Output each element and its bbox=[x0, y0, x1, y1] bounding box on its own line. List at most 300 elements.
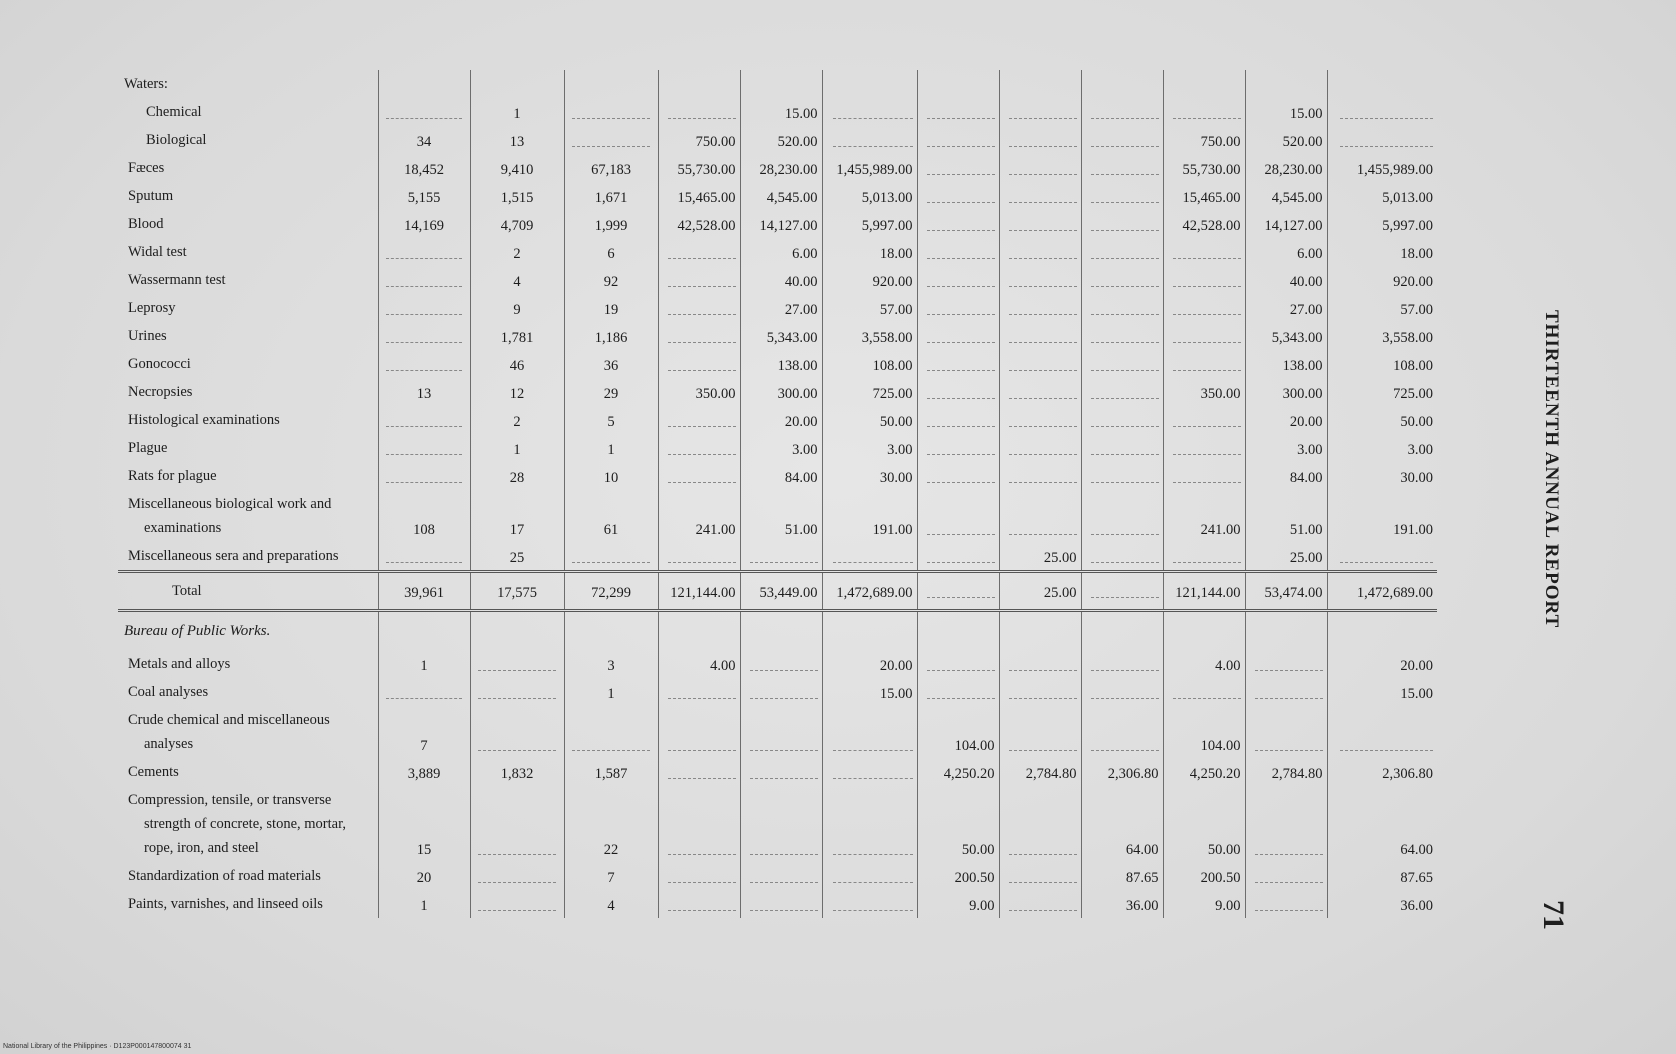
leader-dashes bbox=[833, 554, 912, 563]
table-cell: 725.00 bbox=[1327, 378, 1437, 406]
table-cell: 1,671 bbox=[564, 182, 658, 210]
table-cell bbox=[999, 294, 1081, 322]
table-cell: 4,250.20 bbox=[917, 758, 999, 786]
table-cell bbox=[917, 434, 999, 462]
table-row bbox=[118, 154, 1437, 182]
table-cell bbox=[658, 462, 740, 490]
table-cell bbox=[917, 154, 999, 182]
table-cell bbox=[917, 650, 999, 678]
table-cell bbox=[999, 434, 1081, 462]
leader-dashes bbox=[478, 902, 556, 911]
leader-dashes bbox=[1173, 474, 1240, 483]
table-cell: 19 bbox=[564, 294, 658, 322]
section-heading-row bbox=[118, 611, 1437, 651]
table-cell bbox=[917, 678, 999, 706]
leader-dashes bbox=[1091, 390, 1158, 399]
table-cell bbox=[740, 611, 822, 651]
leader-dashes bbox=[1009, 222, 1076, 231]
table-cell: 84.00 bbox=[1245, 462, 1327, 490]
leader-dashes bbox=[1255, 742, 1322, 751]
table-cell bbox=[1327, 98, 1437, 126]
table-cell: 108 bbox=[378, 490, 470, 542]
table-cell: 57.00 bbox=[822, 294, 917, 322]
leader-dashes bbox=[927, 390, 994, 399]
table-cell bbox=[1081, 350, 1163, 378]
leader-dashes bbox=[668, 874, 735, 883]
leader-dashes bbox=[833, 770, 912, 779]
table-cell bbox=[822, 98, 917, 126]
table-cell bbox=[917, 98, 999, 126]
table-cell: 25.00 bbox=[1245, 542, 1327, 572]
table-cell bbox=[999, 611, 1081, 651]
leader-dashes bbox=[668, 110, 735, 119]
table-row bbox=[118, 434, 1437, 462]
row-label: Crude chemical and miscellaneous analyses bbox=[128, 712, 330, 752]
table-cell bbox=[1327, 542, 1437, 572]
table-cell bbox=[378, 98, 470, 126]
table-row bbox=[118, 706, 1437, 758]
leader-dashes bbox=[572, 554, 650, 563]
table-cell bbox=[1081, 210, 1163, 238]
row-label: Blood bbox=[128, 216, 164, 232]
table-cell bbox=[917, 182, 999, 210]
row-label: Wassermann test bbox=[128, 272, 226, 288]
table-cell bbox=[658, 434, 740, 462]
table-cell: 55,730.00 bbox=[1163, 154, 1245, 182]
table-cell: 300.00 bbox=[1245, 378, 1327, 406]
leader-dashes bbox=[1255, 902, 1322, 911]
table-cell bbox=[1081, 322, 1163, 350]
table-cell: 18,452 bbox=[378, 154, 470, 182]
table-cell: 51.00 bbox=[740, 490, 822, 542]
table-cell: 1 bbox=[470, 98, 564, 126]
table-cell bbox=[822, 611, 917, 651]
leader-dashes bbox=[668, 278, 735, 287]
table-cell bbox=[917, 462, 999, 490]
leader-dashes bbox=[1009, 250, 1076, 259]
table-group-header bbox=[118, 70, 1437, 98]
row-label: Necropsies bbox=[128, 384, 193, 400]
table-cell bbox=[378, 434, 470, 462]
table-cell bbox=[658, 758, 740, 786]
table-cell: 138.00 bbox=[740, 350, 822, 378]
table-cell: 14,169 bbox=[378, 210, 470, 238]
table-cell bbox=[470, 786, 564, 862]
leader-dashes bbox=[1091, 250, 1158, 259]
leader-dashes bbox=[478, 846, 556, 855]
leader-dashes bbox=[1009, 194, 1076, 203]
table-row bbox=[118, 266, 1437, 294]
table-cell bbox=[822, 786, 917, 862]
table-cell bbox=[378, 678, 470, 706]
table-cell: 4,545.00 bbox=[740, 182, 822, 210]
table-cell bbox=[822, 890, 917, 918]
table-cell bbox=[917, 322, 999, 350]
table-cell bbox=[740, 758, 822, 786]
leader-dashes bbox=[1340, 554, 1433, 563]
table-cell: 9.00 bbox=[1163, 890, 1245, 918]
leader-dashes bbox=[1009, 166, 1076, 175]
leader-dashes bbox=[1173, 306, 1240, 315]
table-cell: 5 bbox=[564, 406, 658, 434]
leader-dashes bbox=[927, 138, 994, 147]
table-cell: 4,709 bbox=[470, 210, 564, 238]
table-cell bbox=[658, 706, 740, 758]
table-cell bbox=[917, 70, 999, 98]
table-cell: 14,127.00 bbox=[740, 210, 822, 238]
leader-dashes bbox=[1091, 278, 1158, 287]
table-cell: 13 bbox=[378, 378, 470, 406]
row-label: Leprosy bbox=[128, 300, 176, 316]
table-cell: 4.00 bbox=[1163, 650, 1245, 678]
leader-dashes bbox=[572, 110, 650, 119]
table-cell: 13 bbox=[470, 126, 564, 154]
table-cell bbox=[564, 706, 658, 758]
table-cell: 5,997.00 bbox=[822, 210, 917, 238]
table-cell: 241.00 bbox=[658, 490, 740, 542]
leader-dashes bbox=[1091, 166, 1158, 175]
table-cell bbox=[1245, 70, 1327, 98]
leader-dashes bbox=[1009, 662, 1076, 671]
table-cell: 92 bbox=[564, 266, 658, 294]
table-cell: 30.00 bbox=[1327, 462, 1437, 490]
leader-dashes bbox=[386, 250, 462, 259]
leader-dashes bbox=[386, 362, 462, 371]
table-cell: 5,013.00 bbox=[1327, 182, 1437, 210]
table-cell: 55,730.00 bbox=[658, 154, 740, 182]
section-title: Bureau of Public Works. bbox=[124, 623, 271, 639]
leader-dashes bbox=[668, 554, 735, 563]
table-cell bbox=[999, 154, 1081, 182]
table-cell: 57.00 bbox=[1327, 294, 1437, 322]
table-cell: 5,343.00 bbox=[740, 322, 822, 350]
statistics-table bbox=[118, 70, 1437, 918]
table-cell: 36.00 bbox=[1081, 890, 1163, 918]
leader-dashes bbox=[927, 446, 994, 455]
row-label: Chemical bbox=[146, 104, 202, 120]
leader-dashes bbox=[386, 418, 462, 427]
row-label: Gonococci bbox=[128, 356, 191, 372]
leader-dashes bbox=[1091, 194, 1158, 203]
leader-dashes bbox=[1009, 418, 1076, 427]
table-cell bbox=[1163, 350, 1245, 378]
table-row bbox=[118, 322, 1437, 350]
leader-dashes bbox=[927, 474, 994, 483]
leader-dashes bbox=[1340, 138, 1433, 147]
row-label: Miscellaneous biological work and examinations bbox=[128, 496, 332, 536]
table-cell: 1 bbox=[378, 890, 470, 918]
table-cell bbox=[1081, 266, 1163, 294]
table-cell bbox=[564, 611, 658, 651]
leader-dashes bbox=[833, 846, 912, 855]
leader-dashes bbox=[833, 902, 912, 911]
table-row bbox=[118, 126, 1437, 154]
table-cell bbox=[999, 462, 1081, 490]
leader-dashes bbox=[833, 110, 912, 119]
leader-dashes bbox=[386, 690, 462, 699]
leader-dashes bbox=[927, 306, 994, 315]
table-body bbox=[118, 70, 1437, 918]
table-cell bbox=[1081, 678, 1163, 706]
table-row bbox=[118, 650, 1437, 678]
leader-dashes bbox=[1091, 446, 1158, 455]
table-row bbox=[118, 378, 1437, 406]
table-cell: 10 bbox=[564, 462, 658, 490]
leader-dashes bbox=[927, 362, 994, 371]
row-label: Miscellaneous sera and preparations bbox=[128, 548, 339, 564]
table-cell bbox=[470, 650, 564, 678]
table-cell: 50.00 bbox=[1327, 406, 1437, 434]
table-cell: 3.00 bbox=[1245, 434, 1327, 462]
leader-dashes bbox=[750, 874, 817, 883]
table-cell bbox=[1163, 322, 1245, 350]
table-row bbox=[118, 786, 1437, 862]
table-cell: 18.00 bbox=[822, 238, 917, 266]
table-cell bbox=[1327, 70, 1437, 98]
table-cell: 20 bbox=[378, 862, 470, 890]
leader-dashes bbox=[668, 690, 735, 699]
table-cell bbox=[1163, 238, 1245, 266]
leader-dashes bbox=[750, 846, 817, 855]
table-cell: 36.00 bbox=[1327, 890, 1437, 918]
table-cell: 5,343.00 bbox=[1245, 322, 1327, 350]
table-cell bbox=[917, 406, 999, 434]
leader-dashes bbox=[1009, 278, 1076, 287]
table-cell: 15.00 bbox=[1327, 678, 1437, 706]
table-cell bbox=[999, 678, 1081, 706]
table-cell: 350.00 bbox=[1163, 378, 1245, 406]
table-cell bbox=[740, 678, 822, 706]
table-cell bbox=[564, 70, 658, 98]
table-cell bbox=[658, 786, 740, 862]
table-cell bbox=[564, 126, 658, 154]
table-cell: 53,474.00 bbox=[1245, 572, 1327, 611]
leader-dashes bbox=[1173, 554, 1240, 563]
table-cell: 1,186 bbox=[564, 322, 658, 350]
table-cell bbox=[999, 786, 1081, 862]
table-cell bbox=[1163, 266, 1245, 294]
table-cell: 64.00 bbox=[1327, 786, 1437, 862]
leader-dashes bbox=[1009, 334, 1076, 343]
table-cell: 3.00 bbox=[740, 434, 822, 462]
leader-dashes bbox=[1340, 110, 1433, 119]
leader-dashes bbox=[1255, 690, 1322, 699]
table-cell bbox=[1163, 611, 1245, 651]
table-cell: 2,306.80 bbox=[1327, 758, 1437, 786]
table-cell bbox=[1081, 706, 1163, 758]
row-label: Fæces bbox=[128, 160, 165, 176]
table-cell: 27.00 bbox=[1245, 294, 1327, 322]
table-cell: 191.00 bbox=[822, 490, 917, 542]
table-cell: 1,515 bbox=[470, 182, 564, 210]
row-label: Plague bbox=[128, 440, 168, 456]
leader-dashes bbox=[1173, 250, 1240, 259]
leader-dashes bbox=[1009, 138, 1076, 147]
table-cell bbox=[470, 890, 564, 918]
leader-dashes bbox=[750, 742, 817, 751]
table-cell bbox=[378, 70, 470, 98]
leader-dashes bbox=[833, 138, 912, 147]
table-cell bbox=[658, 678, 740, 706]
row-label: Paints, varnishes, and linseed oils bbox=[128, 896, 323, 912]
table-cell bbox=[917, 378, 999, 406]
leader-dashes bbox=[750, 770, 817, 779]
leader-dashes bbox=[668, 742, 735, 751]
total-row bbox=[118, 572, 1437, 611]
table-cell: 29 bbox=[564, 378, 658, 406]
table-cell bbox=[1245, 611, 1327, 651]
table-cell: 1 bbox=[564, 434, 658, 462]
table-cell bbox=[999, 406, 1081, 434]
table-cell: 2 bbox=[470, 406, 564, 434]
row-label: Cements bbox=[128, 764, 179, 780]
leader-dashes bbox=[668, 362, 735, 371]
table-cell: 1,455,989.00 bbox=[822, 154, 917, 182]
leader-dashes bbox=[1091, 526, 1158, 535]
table-cell: 15.00 bbox=[740, 98, 822, 126]
leader-dashes bbox=[927, 110, 994, 119]
table-cell bbox=[1081, 182, 1163, 210]
table-cell bbox=[999, 210, 1081, 238]
leader-dashes bbox=[927, 278, 994, 287]
table-cell bbox=[378, 350, 470, 378]
table-cell bbox=[822, 542, 917, 572]
table-cell bbox=[740, 862, 822, 890]
table-cell: 200.50 bbox=[1163, 862, 1245, 890]
leader-dashes bbox=[1009, 110, 1076, 119]
table-cell: 4 bbox=[470, 266, 564, 294]
table-cell: 12 bbox=[470, 378, 564, 406]
table-cell bbox=[378, 322, 470, 350]
table-cell: 1 bbox=[470, 434, 564, 462]
table-cell: 2 bbox=[470, 238, 564, 266]
table-cell bbox=[740, 786, 822, 862]
leader-dashes bbox=[1091, 418, 1158, 427]
table-cell: 108.00 bbox=[1327, 350, 1437, 378]
table-cell: 30.00 bbox=[822, 462, 917, 490]
leader-dashes bbox=[1173, 110, 1240, 119]
table-cell bbox=[1163, 70, 1245, 98]
leader-dashes bbox=[1173, 362, 1240, 371]
table-cell bbox=[378, 542, 470, 572]
row-label: Histological examinations bbox=[128, 412, 280, 428]
table-cell: 4.00 bbox=[658, 650, 740, 678]
table-cell: 15,465.00 bbox=[658, 182, 740, 210]
table-cell: 1,472,689.00 bbox=[822, 572, 917, 611]
table-cell bbox=[378, 462, 470, 490]
leader-dashes bbox=[1091, 138, 1158, 147]
table-cell bbox=[658, 611, 740, 651]
table-cell: 87.65 bbox=[1081, 862, 1163, 890]
leader-dashes bbox=[668, 902, 735, 911]
table-cell: 121,144.00 bbox=[1163, 572, 1245, 611]
table-cell: 27.00 bbox=[740, 294, 822, 322]
table-cell bbox=[1081, 126, 1163, 154]
table-cell: 67,183 bbox=[564, 154, 658, 182]
table-cell: 51.00 bbox=[1245, 490, 1327, 542]
table-cell: 920.00 bbox=[822, 266, 917, 294]
leader-dashes bbox=[1173, 334, 1240, 343]
leader-dashes bbox=[572, 742, 650, 751]
table-cell bbox=[1081, 378, 1163, 406]
table-cell: 200.50 bbox=[917, 862, 999, 890]
leader-dashes bbox=[668, 770, 735, 779]
table-cell: 40.00 bbox=[740, 266, 822, 294]
leader-dashes bbox=[1340, 742, 1433, 751]
table-cell: 1,832 bbox=[470, 758, 564, 786]
table-cell: 39,961 bbox=[378, 572, 470, 611]
table-cell: 241.00 bbox=[1163, 490, 1245, 542]
leader-dashes bbox=[1009, 306, 1076, 315]
leader-dashes bbox=[386, 554, 462, 563]
table-cell: 34 bbox=[378, 126, 470, 154]
running-head: THIRTEENTH ANNUAL REPORT bbox=[1541, 310, 1562, 629]
table-cell: 72,299 bbox=[564, 572, 658, 611]
leader-dashes bbox=[1091, 362, 1158, 371]
leader-dashes bbox=[1009, 446, 1076, 455]
table-cell: 28,230.00 bbox=[740, 154, 822, 182]
table-cell bbox=[1081, 70, 1163, 98]
leader-dashes bbox=[668, 474, 735, 483]
table-cell bbox=[1245, 786, 1327, 862]
table-cell: 5,997.00 bbox=[1327, 210, 1437, 238]
table-cell bbox=[999, 890, 1081, 918]
leader-dashes bbox=[668, 846, 735, 855]
row-label: Urines bbox=[128, 328, 167, 344]
table-cell: 5,155 bbox=[378, 182, 470, 210]
table-cell bbox=[999, 378, 1081, 406]
table-cell: 300.00 bbox=[740, 378, 822, 406]
leader-dashes bbox=[386, 306, 462, 315]
table-row bbox=[118, 210, 1437, 238]
table-cell bbox=[658, 70, 740, 98]
table-cell bbox=[1245, 706, 1327, 758]
row-label: Compression, tensile, or transverse strength of concrete, stone, mortar, rope, iron, and steel bbox=[128, 792, 346, 856]
table-cell bbox=[470, 70, 564, 98]
table-cell: 6.00 bbox=[1245, 238, 1327, 266]
table-cell: 40.00 bbox=[1245, 266, 1327, 294]
table-cell bbox=[999, 238, 1081, 266]
table-cell bbox=[658, 862, 740, 890]
leader-dashes bbox=[1009, 474, 1076, 483]
table-row bbox=[118, 862, 1437, 890]
leader-dashes bbox=[927, 526, 994, 535]
table-cell bbox=[658, 238, 740, 266]
table-cell: 46 bbox=[470, 350, 564, 378]
table-cell bbox=[740, 542, 822, 572]
table-cell bbox=[999, 706, 1081, 758]
table-cell: 520.00 bbox=[1245, 126, 1327, 154]
leader-dashes bbox=[668, 250, 735, 259]
table-cell: 1 bbox=[378, 650, 470, 678]
table-cell bbox=[564, 542, 658, 572]
table-cell bbox=[999, 650, 1081, 678]
table-cell: 20.00 bbox=[1327, 650, 1437, 678]
leader-dashes bbox=[1255, 846, 1322, 855]
table-cell bbox=[1163, 406, 1245, 434]
row-label: Standardization of road materials bbox=[128, 868, 321, 884]
table-cell bbox=[999, 490, 1081, 542]
table-cell bbox=[999, 862, 1081, 890]
leader-dashes bbox=[1173, 418, 1240, 427]
table-cell: 28,230.00 bbox=[1245, 154, 1327, 182]
leader-dashes bbox=[1091, 690, 1158, 699]
table-cell bbox=[658, 294, 740, 322]
table-cell bbox=[917, 611, 999, 651]
table-cell: 1,472,689.00 bbox=[1327, 572, 1437, 611]
table-cell: 6.00 bbox=[740, 238, 822, 266]
table-cell bbox=[378, 266, 470, 294]
